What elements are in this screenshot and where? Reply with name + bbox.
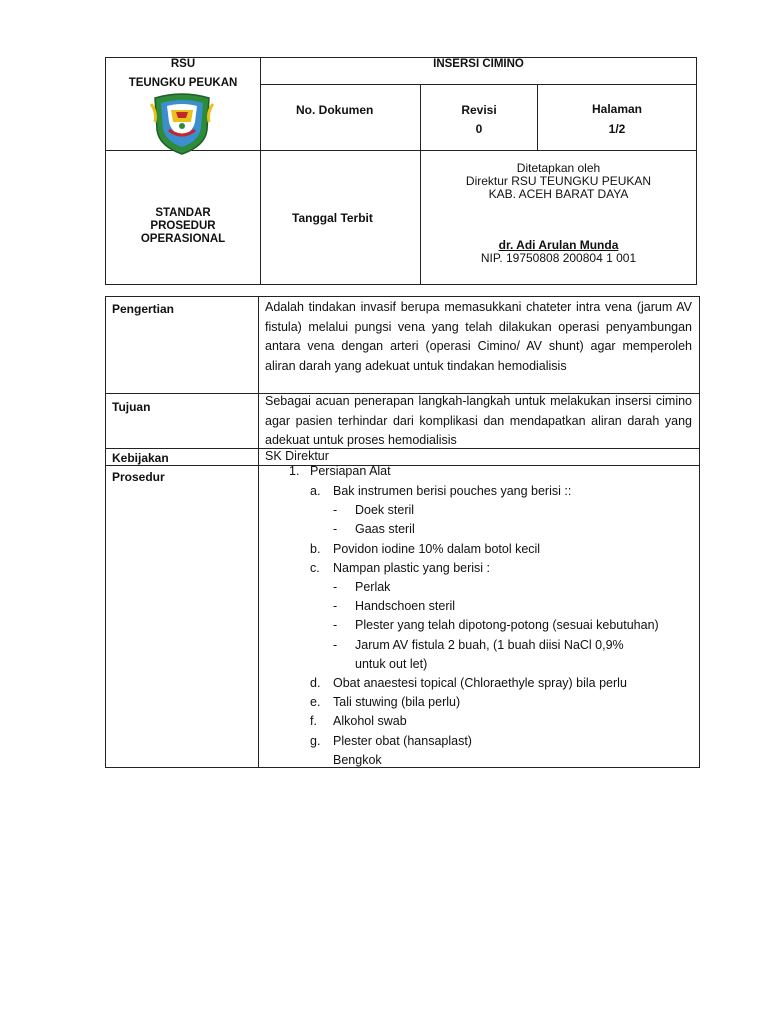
sop-title-line2: PROSEDUR xyxy=(150,220,216,232)
list-marker: b. xyxy=(310,542,321,556)
list-item: Bak instrumen berisi pouches yang berisi :: xyxy=(333,484,572,498)
list-marker: c. xyxy=(310,561,320,575)
list-item: Plester obat (hansaplast) xyxy=(333,734,472,748)
list-item: Handschoen steril xyxy=(355,599,456,613)
approval-line1: Ditetapkan oleh xyxy=(516,161,601,175)
prosedur-label: Prosedur xyxy=(112,470,165,484)
list-item: Nampan plastic yang berisi : xyxy=(333,561,491,575)
revision-label: Revisi xyxy=(461,103,497,117)
pengertian-text: Adalah tindakan invasif berupa memasukkani chateter intra vena (jarum AV fistula) melalui pungsi vena yang telah dilakukan operasi penyambungan antara vena dengan arteri (operasi Cimino/ AV shunt) agar memperoleh aliran darah yang adekuat untuk tindakan hemodialisis xyxy=(265,300,692,373)
approval-block xyxy=(421,162,696,201)
list-item: Doek steril xyxy=(355,503,415,517)
dash-marker: - xyxy=(333,522,338,536)
signer-name: dr. Adi Arulan Munda xyxy=(498,238,619,252)
list-marker: d. xyxy=(310,676,321,690)
hospital-name-line2: TEUNGKU PEUKAN xyxy=(128,77,238,89)
list-marker: e. xyxy=(310,695,321,709)
list-marker: 1. xyxy=(289,464,300,478)
dash-marker: - xyxy=(333,618,338,632)
issue-date-label: Tanggal Terbit xyxy=(292,211,373,225)
sop-title-line3: OPERASIONAL xyxy=(140,233,226,245)
list-item: Povidon iodine 10% dalam botol kecil xyxy=(333,542,541,556)
list-marker: a. xyxy=(310,484,321,498)
list-item: Perlak xyxy=(355,580,391,594)
list-item: Persiapan Alat xyxy=(310,464,391,478)
page-value: 1/2 xyxy=(608,122,626,136)
approval-line2: Direktur RSU TEUNGKU PEUKAN xyxy=(465,174,652,188)
tujuan-label: Tujuan xyxy=(112,400,151,414)
kebijakan-label: Kebijakan xyxy=(112,451,169,465)
list-item: Plester yang telah dipotong-potong (sesuai kebutuhan) xyxy=(355,618,659,632)
hospital-name-line1: RSU xyxy=(170,58,196,70)
list-marker: g. xyxy=(310,734,321,748)
page-label: Halaman xyxy=(591,102,643,116)
list-item: Gaas steril xyxy=(355,522,415,536)
kebijakan-text: SK Direktur xyxy=(265,449,329,463)
list-item: Bengkok xyxy=(333,753,382,767)
list-item: untuk out let) xyxy=(355,657,428,671)
dash-marker: - xyxy=(333,638,338,652)
doc-number-label: No. Dokumen xyxy=(296,103,374,117)
sop-title-line1: STANDAR xyxy=(155,207,211,219)
list-item: Tali stuwing (bila perlu) xyxy=(333,695,461,709)
document-title: INSERSI CIMINO xyxy=(433,58,524,70)
dash-marker: - xyxy=(333,580,338,594)
list-item: Obat anaestesi topical (Chloraethyle spray) bila perlu xyxy=(333,676,627,690)
list-item: Jarum AV fistula 2 buah, (1 buah diisi NaCl 0,9% xyxy=(355,638,624,652)
list-marker: f. xyxy=(310,714,317,728)
list-item: Alkohol swab xyxy=(333,714,407,728)
dash-marker: - xyxy=(333,503,338,517)
pengertian-label: Pengertian xyxy=(112,302,175,316)
dash-marker: - xyxy=(333,599,338,613)
tujuan-text: Sebagai acuan penerapan langkah-langkah untuk melakukan insersi cimino agar pasien terhindar dari komplikasi dan mendapatkan aliran darah yang adekuat untuk proses hemodialisis xyxy=(265,394,692,447)
signer-nip: NIP. 19750808 200804 1 001 xyxy=(480,251,637,265)
revision-value: 0 xyxy=(475,122,483,136)
approval-line3: KAB. ACEH BARAT DAYA xyxy=(488,187,629,201)
hospital-logo xyxy=(147,92,217,156)
